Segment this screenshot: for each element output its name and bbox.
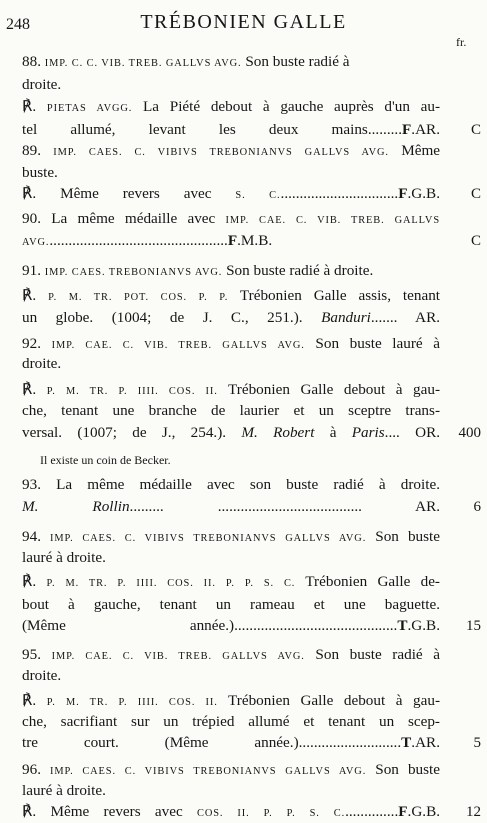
entry-line bbox=[22, 668, 440, 683]
entry-line bbox=[22, 574, 440, 589]
line-text: ℟. Même revers avec bbox=[22, 185, 236, 202]
line-text: 96. bbox=[22, 761, 51, 778]
entry-line bbox=[22, 356, 440, 371]
line-text: ℟. Même revers avec bbox=[22, 803, 198, 820]
line-text: à bbox=[314, 424, 352, 441]
entry-line bbox=[22, 143, 440, 158]
entry-line bbox=[22, 647, 440, 662]
line-text: 92. bbox=[22, 335, 52, 352]
entry-line bbox=[22, 263, 440, 278]
line-text: droite. bbox=[22, 76, 62, 93]
line-text: versal. (1007; de J., 254.). bbox=[22, 424, 242, 441]
entry-line bbox=[22, 597, 440, 612]
line-text: Son buste radié à bbox=[241, 53, 350, 70]
entry-line bbox=[22, 165, 440, 180]
line-text: .AR. bbox=[411, 121, 440, 138]
rarity-value: C bbox=[470, 233, 481, 249]
line-text: un globe. (1004; de J. C., 251.). bbox=[22, 309, 322, 326]
line-text: droite. bbox=[22, 355, 62, 372]
line-text: .... OR. bbox=[384, 424, 440, 441]
entry-line bbox=[22, 310, 440, 325]
grade-mark: F bbox=[402, 121, 412, 138]
footnote: Il existe un coin de Becker. bbox=[40, 453, 171, 467]
entry-line bbox=[22, 54, 440, 69]
line-text: Son buste bbox=[366, 528, 441, 545]
grade-mark: F bbox=[398, 185, 408, 202]
entry-line bbox=[22, 529, 440, 544]
rarity-value: C bbox=[470, 186, 481, 202]
entry-line bbox=[22, 233, 440, 248]
price-value: 12 bbox=[466, 804, 481, 820]
line-text: Son buste radié à droite. bbox=[222, 262, 374, 279]
collector-name: Paris bbox=[351, 424, 385, 441]
coin-legend: P. M. TR. POT. COS. P. P. bbox=[48, 292, 229, 303]
line-text: ℟. bbox=[22, 692, 47, 709]
entry-line bbox=[22, 77, 440, 92]
line-text: lauré à droite. bbox=[22, 549, 106, 566]
collector-name: M. Rollin bbox=[22, 498, 130, 515]
running-title: TRÉBONIEN GALLE bbox=[140, 11, 347, 33]
line-text: ............................... bbox=[280, 185, 399, 202]
line-text: 94. bbox=[22, 528, 51, 545]
line-text: bout à gauche, tenant un rameau et une baguette. bbox=[22, 596, 440, 613]
line-text: .............. bbox=[345, 803, 399, 820]
line-text: .AR. bbox=[411, 734, 440, 751]
line-text: 90. La même médaille avec bbox=[22, 210, 226, 227]
coin-legend: IMP. CAE. C. VIB. TREB. GALLVS bbox=[225, 215, 440, 226]
line-text: 89. bbox=[22, 142, 54, 159]
line-text: Trébonien Galle assis, tenant bbox=[228, 287, 441, 304]
collector-name: Banduri bbox=[321, 309, 371, 326]
price-value: 400 bbox=[458, 425, 481, 441]
coin-legend: AVG. bbox=[22, 237, 50, 248]
coin-legend: IMP. CAES. C. VIBIVS TREBONIANVS GALLVS AVG. bbox=[50, 766, 367, 777]
entry-line bbox=[22, 336, 440, 351]
line-text: 88. bbox=[22, 53, 45, 70]
line-text: Trébonien Galle de- bbox=[295, 573, 440, 590]
line-text: Son buste radié à bbox=[304, 646, 440, 663]
line-text: ℟. bbox=[22, 381, 47, 398]
page-number: 248 bbox=[6, 16, 30, 33]
coin-legend: IMP. C. C. VIB. TREB. GALLVS AVG. bbox=[44, 58, 242, 69]
grade-mark: T bbox=[397, 617, 408, 634]
line-text: .G.B. bbox=[407, 185, 440, 202]
line-text: .M.B. bbox=[237, 232, 273, 249]
line-text: 93. La même médaille avec son buste radié à droite. bbox=[22, 476, 440, 493]
coin-legend: P. M. TR. P. IIII. COS. II. bbox=[46, 697, 218, 708]
coin-legend: COS. II. P. P. S. C. bbox=[197, 808, 346, 819]
coin-legend: IMP. CAE. C. VIB. TREB. GALLVS AVG. bbox=[51, 340, 305, 351]
entry-line bbox=[22, 762, 440, 777]
coin-legend: IMP. CAES. C. VIBIVS TREBONIANVS GALLVS AVG. bbox=[53, 147, 389, 158]
line-text: Même bbox=[388, 142, 441, 159]
entry-line bbox=[22, 122, 440, 137]
entry-line bbox=[22, 477, 440, 492]
line-text: ℟. bbox=[22, 287, 49, 304]
entry-line bbox=[22, 99, 440, 114]
price-value: 15 bbox=[466, 618, 481, 634]
value-unit-header: fr. bbox=[456, 35, 467, 49]
entry-line bbox=[22, 288, 440, 303]
grade-mark: F bbox=[227, 232, 238, 249]
coin-legend: P. M. TR. P. IIII. COS. II. bbox=[46, 386, 218, 397]
entry-line bbox=[22, 211, 440, 226]
entry-line bbox=[22, 804, 440, 819]
price-value: 5 bbox=[473, 735, 481, 751]
line-text: ......... ...................................... AR. bbox=[129, 498, 440, 515]
collector-name: M. Robert bbox=[241, 424, 315, 441]
line-text: che, sacrifiant sur un trépied allumé et tenant un scep- bbox=[22, 713, 440, 730]
entry-line bbox=[22, 186, 440, 201]
entry-line bbox=[22, 550, 440, 565]
coin-legend: IMP. CAES. TREBONIANVS AVG. bbox=[44, 267, 223, 278]
line-text: (Même année.)........................................... bbox=[22, 617, 398, 634]
line-text: che, tenant une branche de laurier et un sceptre trans- bbox=[22, 402, 440, 419]
line-text: 91. bbox=[22, 262, 45, 279]
line-text: .G.B. bbox=[407, 803, 441, 820]
line-text: buste. bbox=[22, 164, 58, 181]
coin-legend: IMP. CAE. C. VIB. TREB. GALLVS AVG. bbox=[51, 651, 305, 662]
coin-legend: P. M. TR. P. IIII. COS. II. P. P. S. C. bbox=[46, 578, 296, 589]
line-text: Son buste lauré à bbox=[304, 335, 440, 352]
line-text: La Piété debout à gauche auprès d'un au- bbox=[132, 98, 441, 115]
line-text: tel allumé, levant les deux mains......... bbox=[22, 121, 403, 138]
entry-line bbox=[22, 783, 440, 798]
grade-mark: F bbox=[398, 803, 408, 820]
price-value: 6 bbox=[473, 499, 481, 515]
line-text: .G.B. bbox=[407, 617, 440, 634]
line-text: lauré à droite. bbox=[22, 782, 106, 799]
entry-line bbox=[22, 714, 440, 729]
coin-legend: S. C. bbox=[235, 190, 281, 201]
line-text: Trébonien Galle debout à gau- bbox=[217, 692, 441, 709]
entry-line bbox=[22, 618, 440, 633]
line-text: Trébonien Galle debout à gau- bbox=[217, 381, 441, 398]
line-text: ....... AR. bbox=[370, 309, 441, 326]
entry-line bbox=[22, 693, 440, 708]
line-text: droite. bbox=[22, 667, 62, 684]
line-text: ℟. bbox=[22, 573, 47, 590]
line-text: 95. bbox=[22, 646, 52, 663]
coin-legend: IMP. CAES. C. VIBIVS TREBONIANVS GALLVS AVG. bbox=[50, 533, 367, 544]
entry-line bbox=[22, 425, 440, 440]
line-text: ............................................... bbox=[49, 232, 228, 249]
line-text: Son buste bbox=[366, 761, 441, 778]
entry-line bbox=[22, 735, 440, 750]
entry-line bbox=[22, 403, 440, 418]
grade-mark: T bbox=[401, 734, 412, 751]
coin-legend: PIETAS AVGG. bbox=[46, 103, 133, 114]
line-text: tre court. (Même année.)........................... bbox=[22, 734, 402, 751]
entry-line bbox=[22, 499, 440, 514]
rarity-value: C bbox=[470, 122, 481, 138]
entry-line bbox=[22, 382, 440, 397]
line-text: ℟. bbox=[22, 98, 47, 115]
